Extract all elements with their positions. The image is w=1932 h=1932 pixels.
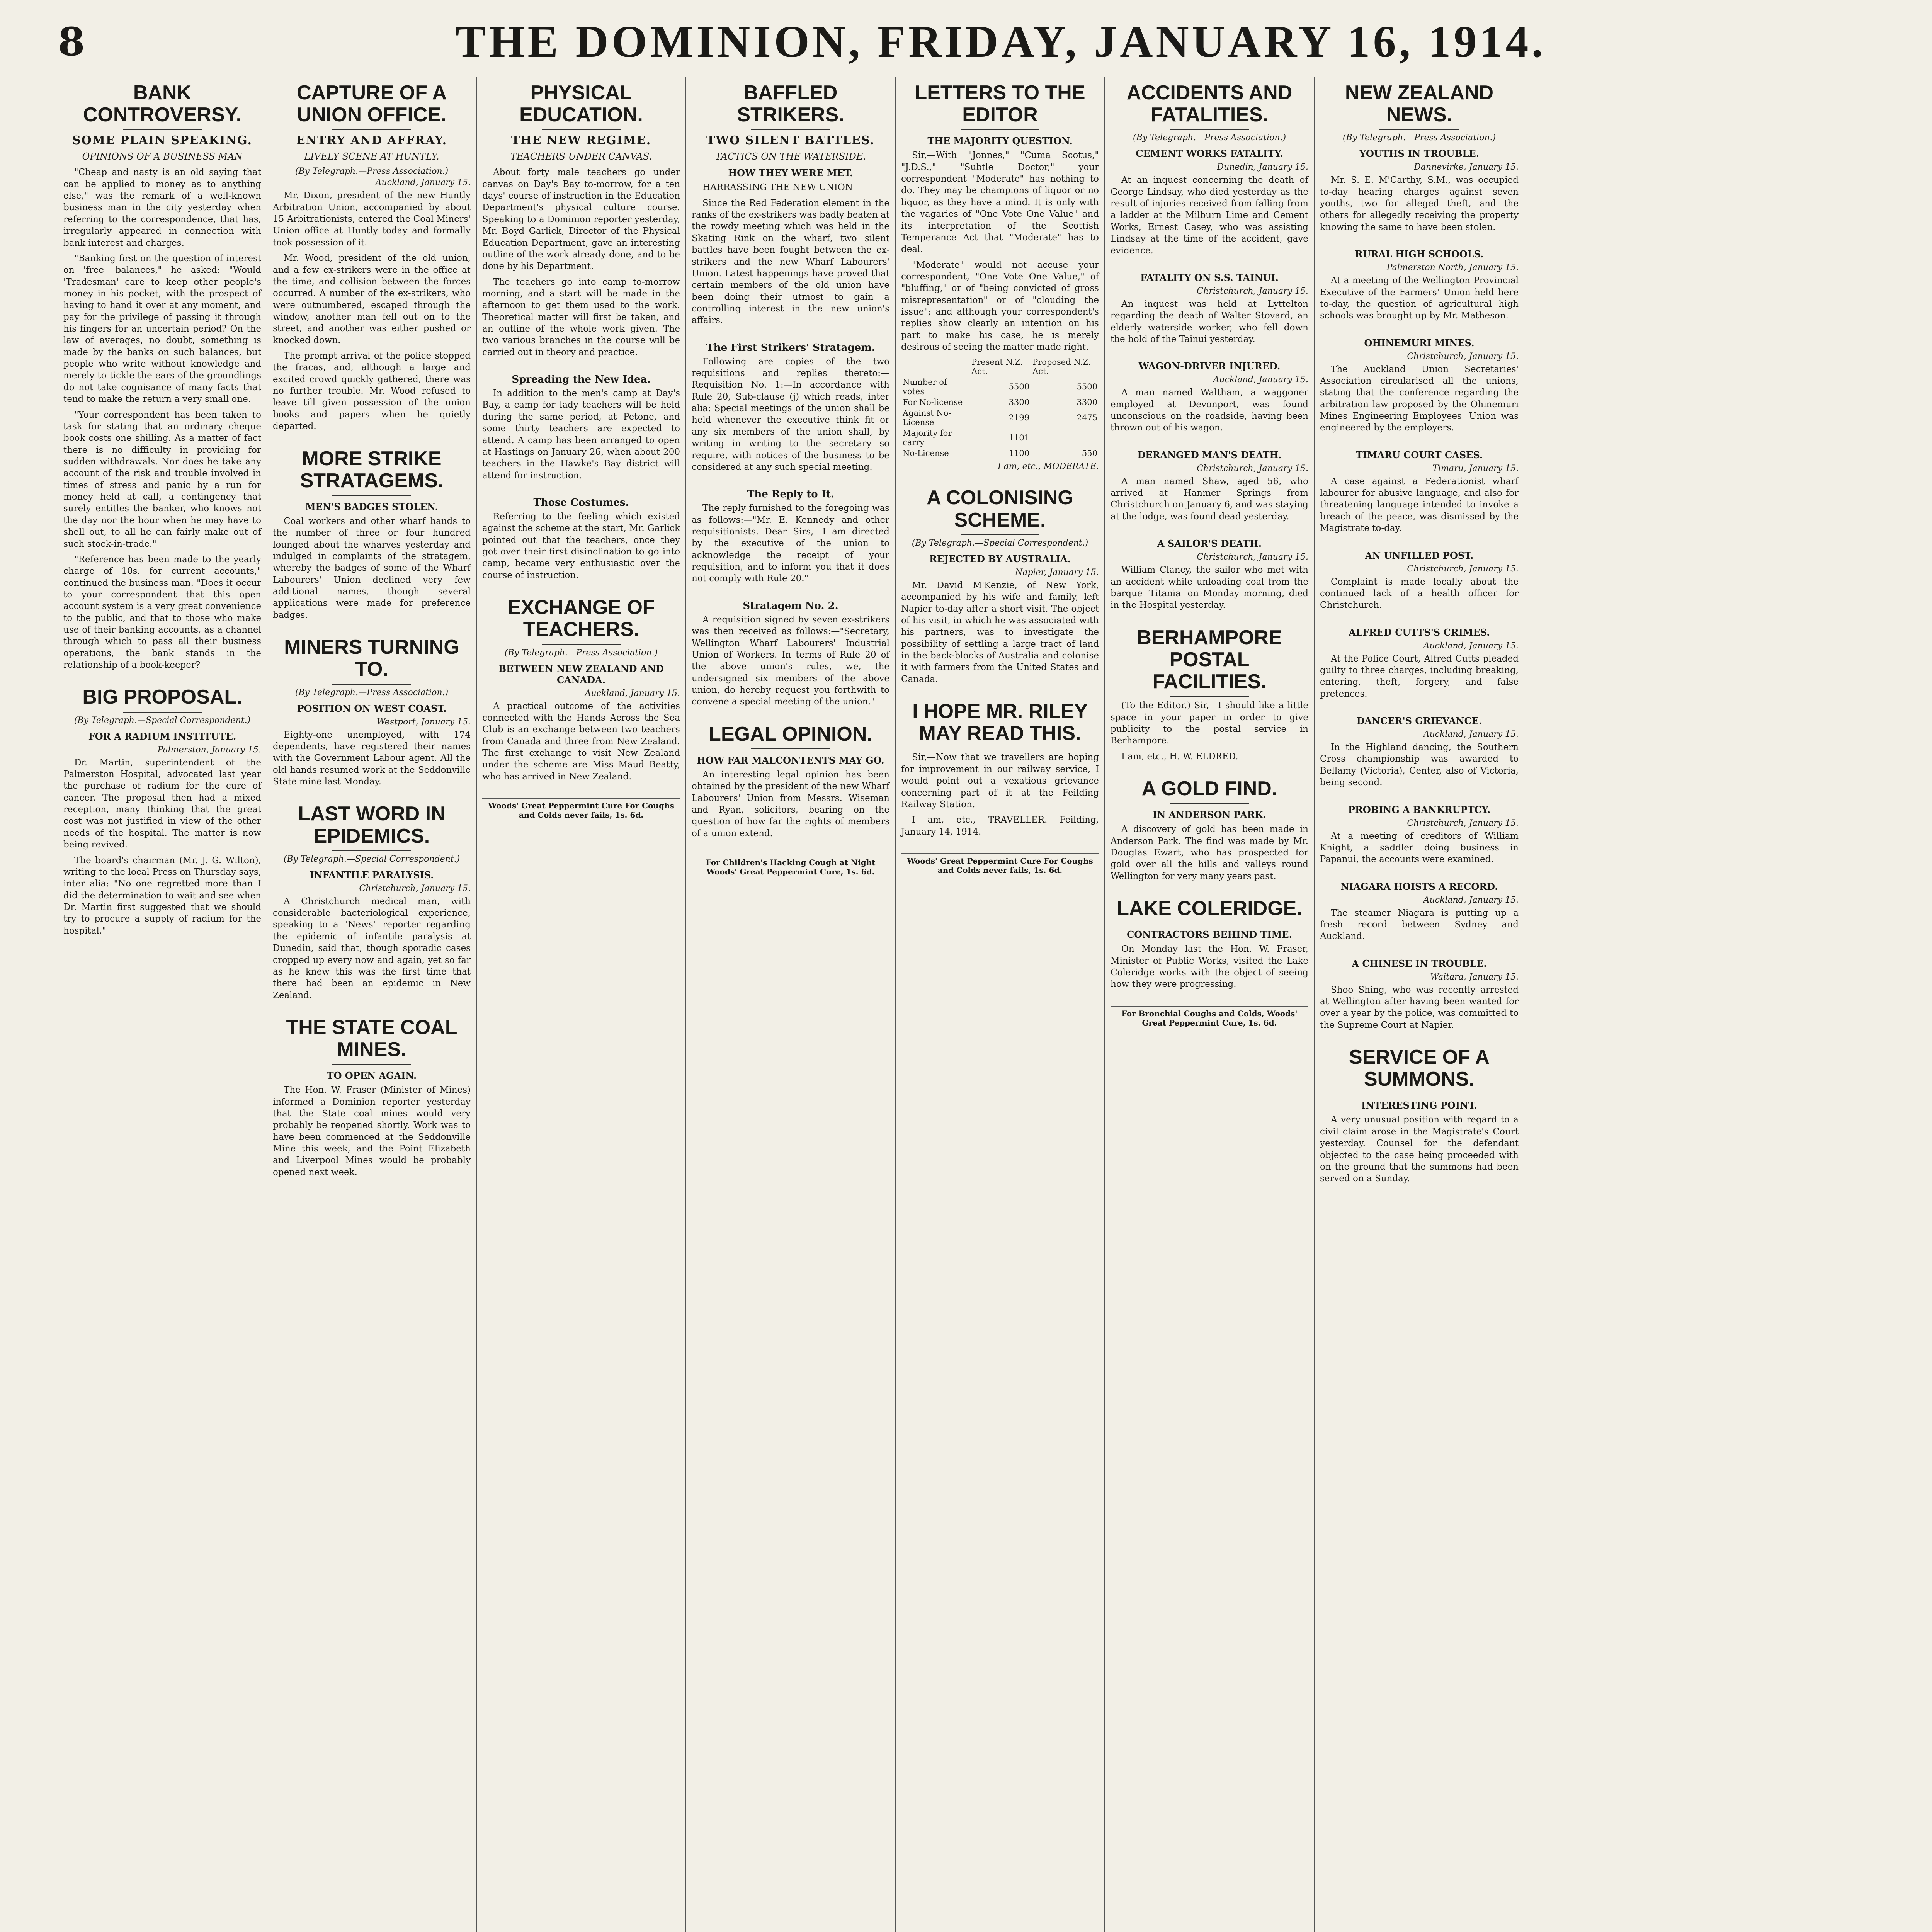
headline-rule [123,712,202,713]
table-cell: 5500 [1009,382,1030,392]
article [273,636,471,787]
article-subheadline: THE NEW REGIME. [511,134,651,148]
headline-rule [961,534,1040,535]
table-row [901,397,1099,408]
article [692,600,889,708]
article-paragraph: On Monday last the Hon. W. Fraser, Minister of Public Works, visited the Lake Coleridge works with the object of seeing how they were progressing. [1111,944,1308,990]
article-headline: BAFFLED STRIKERS. [737,82,844,126]
article-paragraph: "Banking first on the question of interest on 'free' balances," he asked: "Would 'Tradesman' care to keep other people's money in his pocket, with the prospect of having to hand it over at any moment, and pay for the privilege of passing it through his fingers for an uncertain period? On the law of averages, no doubt, something is made by the banks on such balances, but people who write without knowledge and merely to tickle the ears of the groundlings do not take cognisance of many facts that tend to make the return a very small one. [63,253,261,405]
article-paragraph: Sir,—Now that we travellers are hoping for improvement in our railway service, I would point out a vexatious grievance concerning part of it at the Feilding Railway Station. [901,752,1099,810]
article-paragraph: I am, etc., H. W. ELDRED. [1121,751,1238,762]
article [273,1017,471,1178]
article-paragraph: In addition to the men's camp at Day's Bay, a camp for lady teachers will be held during the same period, at Petone, and some thirty teachers are expected to attend. A camp has been arranged to open at Hastings on January 26, when about 200 teachers in the Hawke's Bay district will attend for instruction. [482,388,680,481]
newspaper-column [58,77,267,1932]
article-paragraph: About forty male teachers go under canvas on Day's Bay to-morrow, for a ten days' course of instruction in the Education Department's physical culture course. Speaking to a Dominion reporter yesterday, Mr. Boyd Garlick, Director of the Physical Education Department, gave an interesting outline of the work already done, and to be done by his Department. [482,167,680,272]
article-deck: TEACHERS UNDER CANVAS. [510,151,652,162]
article [1111,272,1308,345]
article-dateline: Auckland, January 15. [375,178,471,188]
table-cell: No-License [903,449,949,458]
article-paragraph: Mr. S. E. M'Carthy, S.M., was occupied to-day hearing charges against seven youths, two for alleged theft, and the others for allegedly receiving the property knowing the same to have been stolen. [1320,175,1519,232]
newspaper-column [1105,77,1315,1932]
table-row [901,428,1099,448]
article [1111,538,1308,611]
article [63,82,261,671]
section-heading: FOR A RADIUM INSTITUTE. [88,730,236,742]
table-cell: For No-license [903,398,963,407]
article-paragraph: Mr. Dixon, president of the new Huntly Arbitration Union, accompanied by about 15 Arbitrationists, entered the Coal Miners' Union office at Huntly today and formally took possession of it. [273,190,471,248]
article-headline: A GOLD FIND. [1141,777,1277,800]
article [692,723,889,839]
table-header-cell: Proposed N.Z. Act. [1032,357,1091,376]
article-paragraph: A very unusual position with regard to a civil claim arose in the Magistrate's Court yesterday. Counsel for the defendant objected to the case being proceeded with on the ground that the summons had been served on a Sunday. [1320,1115,1519,1184]
table-cell: Majority for carry [903,429,952,447]
section-heading: IN ANDERSON PARK. [1153,809,1266,821]
section-heading: THE MAJORITY QUESTION. [927,135,1073,147]
article-paragraph: A practical outcome of the activities connected with the Hands Across the Sea Club is an exchange between two teachers from Canada and three from New Zealand. The first exchange to visit New Zealand under the scheme are Miss Maud Beatty, who has arrived in New Zealand. [482,701,680,782]
section-heading: AN UNFILLED POST. [1365,549,1474,561]
headline-rule [332,495,412,496]
article [901,82,1099,471]
article-dateline: Auckland, January 15. [585,688,680,698]
section-heading: A SAILOR'S DEATH. [1157,538,1262,549]
headline-rule [332,129,412,130]
section-heading: INTERESTING POINT. [1361,1100,1477,1111]
headline-rule [961,129,1040,130]
article [1111,449,1308,522]
article-headline: LETTERS TO THE EDITOR [915,82,1085,126]
headline-rule [332,1064,412,1065]
table-header-cell: Present N.Z. Act. [971,357,1023,376]
article-dateline: Auckland, January 15. [1213,375,1308,385]
article [273,448,471,621]
article [692,488,889,585]
article [1320,550,1519,611]
advertisement-notice: For Children's Hacking Cough at Night Woods' Great Peppermint Cure, 1s. 6d. [692,855,889,876]
article-paragraph: "Moderate" would not accuse your correspondent, "One Vote One Value," of "bluffing," or of "being convicted of gross misrepresentation" or of "clouding the issue"; and although your correspondent's replies show clearly an intention on his part to make his case, he is merely desirous of seeing the matter made right. [901,260,1099,352]
article [1111,82,1308,257]
letter-signoff: I am, etc., MODERATE. [997,462,1099,472]
newspaper-column [477,77,686,1932]
article-headline: LAKE COLERIDGE. [1117,897,1302,920]
article-paragraph: Complaint is made locally about the continued lack of a health officer for Christchurch. [1320,577,1519,611]
article-dateline: Christchurch, January 15. [1197,552,1308,562]
article-headline: ACCIDENTS AND FATALITIES. [1126,82,1293,126]
article-deck: OPINIONS OF A BUSINESS MAN [82,151,243,162]
section-heading: REJECTED BY AUSTRALIA. [929,553,1071,565]
article-dateline: Auckland, January 15. [1423,730,1519,740]
article-paragraph: An interesting legal opinion has been obtained by the president of the new Wharf Labourers' Union from Messrs. Wiseman and Ryan, solicitors, bearing on the question of how far the rights of members of a union extend. [692,769,889,838]
newspaper-column [267,77,477,1932]
article-dateline: Christchurch, January 15. [359,883,471,893]
article [1320,82,1519,233]
section-subheading: Those Costumes. [533,497,629,509]
article [1320,337,1519,434]
table-cell: 1101 [1009,433,1030,443]
newspaper-column [686,77,896,1932]
article-paragraph: "Cheap and nasty is an old saying that can be applied to money as to anything else," was the remark of a well-known business man in the city yesterday when referring to the correspondence, that has, irregularly appeared in connection with bank interest and charges. [63,167,261,248]
section-subheading: The Reply to It. [747,488,834,500]
article-headline: NEW ZEALAND NEWS. [1345,82,1494,126]
article-dateline: Christchurch, January 15. [1407,351,1519,361]
article-paragraph: "Reference has been made to the yearly charge of 10s. for current accounts," continued the business man. "Does it occur to your correspondent that this open account system is a very great convenience to the public, and that to those who make use of their banking accounts, as a channel through which to pass all their business operations, the bank stands in the relationship of a book-keeper? [63,554,261,670]
article-paragraph: A man named Shaw, aged 56, who arrived at Hanmer Springs from Christchurch on January 6, and was staying at the lodge, was found dead yesterday. [1111,476,1308,522]
article [482,374,680,481]
advertisement-notice: Woods' Great Peppermint Cure For Coughs and Colds never fails, 1s. 6d. [482,798,680,820]
article-paragraph: (To the Editor.) Sir,—I should like a little space in your paper in order to give publicity to the postal service in Berhampore. [1111,701,1308,746]
article-headline: LEGAL OPINION. [709,723,872,745]
article-paragraph: Since the Red Federation element in the ranks of the ex-strikers was badly beaten at the rowdy meeting which was held in the Skating Rink on the wharf, two silent battles have been fought between the ex-strikers and the new Wharf Labourers' Union. Latest happenings have proved that certain members of the old union have been doing their utmost to gain a controlling interest in the new union's affairs. [692,198,889,326]
article [273,82,471,432]
article [482,497,680,581]
article-headline: CAPTURE OF A UNION OFFICE. [296,82,447,126]
section-heading: ALFRED CUTTS'S CRIMES. [1349,626,1490,638]
article-paragraph: A discovery of gold has been made in Anderson Park. The find was made by Mr. Douglas Ewart, who has prospected for gold over all the hills and valleys round Wellington for very many years past. [1111,824,1308,881]
section-heading: INFANTILE PARALYSIS. [310,869,434,881]
article-paragraph: Dr. Martin, superintendent of the Palmerston Hospital, advocated last year the purchase of radium for the cure of cancer. The proposal then had a mixed reception, many thinking that the great cost was not justified in view of the other needs of the hospital. The matter is now being revived. [63,757,261,850]
article [482,82,680,358]
article-headline: EXCHANGE OF TEACHERS. [507,596,655,641]
article-paragraph: An inquest was held at Lyttelton regarding the death of Walter Stovard, an elderly waterside worker, who fell down the hold of the Tainui yesterday. [1111,299,1308,344]
section-subheading: Spreading the New Idea. [512,374,651,386]
table-cell: 1100 [1009,449,1030,458]
section-heading: CEMENT WORKS FATALITY. [1136,148,1283,160]
article [1320,881,1519,942]
article-headline: MORE STRIKE STRATAGEMS. [300,447,444,492]
article-byline: (By Telegraph.—Press Association.) [1133,133,1286,143]
section-heading: POSITION ON WEST COAST. [297,702,447,714]
table-row [901,448,1099,459]
table-row [901,408,1099,428]
section-heading: DERANGED MAN'S DEATH. [1137,449,1282,461]
article-paragraph: In the Highland dancing, the Southern Cross championship was awarded to Bellamy (Victoria), Center, also of Victoria, being second. [1320,742,1519,788]
section-heading: YOUTHS IN TROUBLE. [1359,148,1480,160]
table-cell: 5500 [1077,382,1097,392]
section-subheading: The First Strikers' Stratagem. [706,342,875,354]
article-paragraph: Sir,—With "Jonnes," "Cuma Scotus," "J.D.S.," "Subtle Doctor," your correspondent "Moderate" has nothing to do. They may be champions of liquor or no liquor, as they have a mind. It is only with the vagaries of "One Vote One Value" and its interpretation of the Scottish Temperance Act that "Moderate" has to deal. [901,150,1099,255]
table-header-cell [901,357,970,377]
article-paragraph: A case against a Federationist wharf labourer for abusive language, and also for threatening language intended to invoke a breach of the peace, was dismissed by the Magistrate to-day. [1320,476,1519,534]
article [1320,804,1519,866]
article-paragraph: Shoo Shing, who was recently arrested at Wellington after having been wanted for over a year by the police, was committed to the Supreme Court at Napier. [1320,985,1519,1030]
article-paragraph: A requisition signed by seven ex-strikers was then received as follows:—"Secretary, Wellington Wharf Labourers' Industrial Union of Workers. In terms of Rule 20 of the above union's rules, we, the undersigned six members of the above union, do hereby request you forthwith to convene a special meeting of the union." [692,614,889,707]
article [1320,248,1519,321]
article-paragraph: Eighty-one unemployed, with 174 dependents, have registered their names with the Government Labour agent. All the old hands resumed work at the Seddonville State mine last Monday. [273,730,471,787]
table-cell: 2475 [1077,413,1097,423]
article-dateline: Dunedin, January 15. [1217,162,1308,172]
article [1111,898,1308,990]
article-byline: (By Telegraph.—Special Correspondent.) [283,854,460,864]
article-paragraph: The board's chairman (Mr. J. G. Wilton), writing to the local Press on Thursday says, inter alia: "No one regretted more than I did the determination to wait and see when Dr. Martin first suggested that we should try to procure a supply of radium for the hospital." [63,855,261,936]
article-headline: A COLONISING SCHEME. [927,486,1073,531]
article-byline: (By Telegraph.—Press Association.) [504,648,658,658]
section-heading: DANCER'S GRIEVANCE. [1356,715,1482,727]
article [1320,1046,1519,1185]
article-headline: BIG PROPOSAL. [82,686,242,709]
headline-rule [1170,129,1249,130]
article-dateline: Auckland, January 15. [1423,641,1519,651]
section-heading: FATALITY ON S.S. TAINUI. [1140,272,1279,283]
article-paragraph: The teachers go into camp to-morrow morning, and a start will be made in the afternoon to get them used to the work. Theoretical matter will first be taken, and an outline of the whole work given. The two various branches in the course will be carried out in theory and practice. [482,277,680,357]
article-dateline: Napier, January 15. [1015,567,1099,577]
article-paragraph: The Hon. W. Fraser (Minister of Mines) informed a Dominion reporter yesterday that the State coal mines would very probably be reopened shortly. Work was to have been commenced at the Seddonville Mine this week, and the Point Elizabeth and Liverpool Mines would be probably opened next week. [273,1085,471,1177]
vote-table [901,357,1099,459]
article-headline: THE STATE COAL MINES. [286,1016,457,1061]
article-headline: MINERS TURNING TO. [284,636,459,681]
article [63,686,261,937]
article-paragraph: At a meeting of the Wellington Provincial Executive of the Farmers' Union held here to-day, the question of agricultural high schools was brought up by Mr. Matheson. [1320,276,1519,321]
article-paragraph: A Christchurch medical man, with considerable bacteriological experience, speaking to a "News" reporter regarding the epidemic of infantile paralysis at Dunedin, said that, though sporadic cases cropped up every now and again, yet so far as he knew this was the first time that there had been an epidemic in New Zealand. [273,896,471,1000]
article-paragraph: At a meeting of creditors of William Knight, a saddler doing business in Papanui, the accounts were examined. [1320,831,1519,865]
article [1111,778,1308,882]
section-heading: BETWEEN NEW ZEALAND AND CANADA. [498,663,664,685]
article [901,701,1099,838]
newspaper-column [896,77,1105,1932]
article [273,803,471,1001]
table-row [901,377,1099,397]
newspaper-title: THE DOMINION, FRIDAY, JANUARY 16, 1914. [455,16,1546,67]
article-paragraph: The prompt arrival of the police stopped the fracas, and, although a large and excited crowd quickly gathered, there was no further trouble. Mr. Wood refused to leave till given possession of the union books and papers when he quietly departed. [273,351,471,432]
headline-rule [751,748,830,749]
article-paragraph: Referring to the feeling which existed against the scheme at the start, Mr. Garlick pointed out that the teachers, once they got over their first disinclination to go into camp, became very enthusiastic over the course of instruction. [482,512,680,580]
headline-rule [1170,803,1249,804]
article-dateline: Christchurch, January 15. [1407,564,1519,574]
article-dateline: Christchurch, January 15. [1197,286,1308,296]
article [901,487,1099,685]
section-heading: HOW FAR MALCONTENTS MAY GO. [697,754,884,766]
article-paragraph: The reply furnished to the foregoing was as follows:—"Mr. E. Kennedy and other requisitionists. Dear Sirs,—I am directed by the executive of the union to acknowledge the receipt of your requisition, and to inform you that it does not comply with Rule 20." [692,503,889,584]
article-dateline: Westport, January 15. [377,717,471,727]
section-heading: OHINEMURI MINES. [1364,337,1475,349]
article-headline: I HOPE MR. RILEY MAY READ THIS. [912,700,1088,745]
section-heading: A CHINESE IN TROUBLE. [1352,957,1487,969]
advertisement-notice: Woods' Great Peppermint Cure For Coughs and Colds never fails, 1s. 6d. [901,853,1099,875]
article-byline: (By Telegraph.—Press Association.) [1342,133,1496,143]
article-dateline: Auckland, January 15. [1423,895,1519,905]
article-dateline: Timaru, January 15. [1432,463,1519,473]
article [692,342,889,473]
table-cell: Against No-License [903,408,951,427]
article [1320,958,1519,1031]
article-deck: LIVELY SCENE AT HUNTLY. [304,151,439,162]
table-cell [1031,428,1099,448]
article-headline: LAST WORD IN EPIDEMICS. [298,803,446,847]
article-paragraph: A man named Waltham, a waggoner employed at Devonport, was found unconscious on the roadside, having been thrown out of his wagon. [1111,388,1308,433]
headline-rule [542,129,621,130]
columns-container [58,77,1932,1932]
article-subheadline: ENTRY AND AFFRAY. [296,134,447,148]
newspaper-column [1315,77,1524,1932]
section-subheading: Stratagem No. 2. [743,600,838,612]
article-paragraph: Following are copies of the two requisitions and replies thereto:—Requisition No. 1:—In accordance with Rule 20, Sub-clause (j) which reads, inter alia: Special meetings of the union shall be held whenever the executive think fit or any six members of the union shall, by writing in writing to the secretary so require, with notices of the business to be considered at any such special meeting. [692,356,889,472]
section-heading: TIMARU COURT CASES. [1355,449,1483,461]
article-dateline: Palmerston North, January 15. [1386,263,1519,273]
article-paragraph: I am, etc., TRAVELLER. Feilding, January 14, 1914. [901,815,1099,837]
article-paragraph: At an inquest concerning the death of George Lindsay, who died yesterday as the result of injuries received from falling from a ladder at the Milburn Lime and Cement Works, Ernest Casey, who was assisting Lindsay at the time of the accident, gave evidence. [1111,175,1308,256]
section-heading: MEN'S BADGES STOLEN. [305,501,439,512]
article-byline: (By Telegraph.—Press Association.) [295,167,449,177]
article-paragraph: Coal workers and other wharf hands to the number of three or four hundred lounged about the wharves yesterday and indulged in complaints of the stratagem, whereby the badges of some of the Wharf Labourers' Union declined very few additional names, though several applications were made for preference badges. [273,516,471,620]
article-dateline: Dannevirke, January 15. [1414,162,1519,172]
table-cell: 3300 [1077,398,1097,407]
headline-rule [1170,696,1249,697]
headline-rule [542,644,621,645]
article-paragraph: William Clancy, the sailor who met with an accident while unloading coal from the barque 'Titania' on Monday morning, died in the Hospital yesterday. [1111,565,1308,611]
section-heading: CONTRACTORS BEHIND TIME. [1127,929,1292,940]
section-heading: HOW THEY WERE MET. [728,167,853,179]
article-subheadline: TWO SILENT BATTLES. [706,134,875,148]
article-byline: (By Telegraph.—Special Correspondent.) [912,538,1088,548]
article-paragraph: Mr. David M'Kenzie, of New York, accompanied by his wife and family, left Napier to-day after a short visit. The object of his visit, in which he was associated with his partners, was to investigate the possibility of settling a large tract of land in the back-blocks of Australia and colonise it with farmers from the United States and Canada. [901,580,1099,684]
article [1320,627,1519,700]
article-dateline: Christchurch, January 15. [1407,818,1519,828]
section-heading: PROBING A BANKRUPTCY. [1348,804,1491,815]
article-paragraph: Mr. Wood, president of the old union, and a few ex-strikers were in the office at the time, and collision between the forces occurred. A number of the ex-strikers, who were outnumbered, escaped through the window, another man fell out on to the street, and another was either pushed or knocked down. [273,253,471,345]
article-paragraph: At the Police Court, Alfred Cutts pleaded guilty to three charges, including breaking, entering, theft, forgery, and false pretences. [1320,653,1519,699]
headline-rule [1379,129,1459,130]
article-paragraph: HARRASSING THE NEW UNION [702,182,853,193]
table-cell: 3300 [1009,398,1030,407]
section-heading: RURAL HIGH SCHOOLS. [1355,248,1484,260]
headline-rule [751,129,830,130]
table-cell: Number of votes [903,378,947,396]
headline-rule [332,850,412,851]
article-subheadline: SOME PLAIN SPEAKING. [72,134,253,148]
section-heading: NIAGARA HOISTS A RECORD. [1340,881,1498,892]
article-paragraph: The steamer Niagara is putting up a fresh record between Sydney and Auckland. [1320,908,1519,942]
article-headline: SERVICE OF A SUMMONS. [1349,1046,1490,1091]
masthead [58,11,1932,74]
headline-rule [332,684,412,685]
article-byline: (By Telegraph.—Press Association.) [295,687,449,697]
table-header-row [901,357,1099,377]
section-heading: WAGON-DRIVER INJURED. [1138,361,1281,372]
article-dateline: Christchurch, January 15. [1197,463,1308,473]
article [1111,361,1308,434]
article [1320,449,1519,534]
article-paragraph: "Your correspondent has been taken to task for stating that an ordinary cheque book costs one shilling. As a matter of fact there is no difficulty in providing for sudden withdrawals. Nor does he take any account of the risk and trouble involved in times of stress and panic by a run for money held at call, a contingency that surely entitles the banker, who knows not the day nor the hour when he may have to shell out, to all he can fairly make out of such stock-in-trade." [63,410,261,549]
article [692,82,889,327]
article [482,597,680,782]
section-heading: TO OPEN AGAIN. [327,1070,417,1082]
article-deck: TACTICS ON THE WATERSIDE. [715,151,866,162]
headline-rule [123,129,202,130]
article [1111,627,1308,762]
article-dateline: Waitara, January 15. [1430,972,1519,982]
advertisement-notice: For Bronchial Coughs and Colds, Woods' Great Peppermint Cure, 1s. 6d. [1111,1006,1308,1027]
article [1320,715,1519,788]
article-dateline: Palmerston, January 15. [157,745,261,755]
article-headline: BERHAMPORE POSTAL FACILITIES. [1137,626,1282,693]
page-number: 8 [58,19,85,65]
table-cell: 2199 [1009,413,1030,423]
article-headline: BANK CONTROVERSY. [83,82,242,126]
article-paragraph: The Auckland Union Secretaries' Association circularised all the unions, stating that the conference regarding the arbitration law proposed by the Ohinemuri Mines Engineering Employees' Union was engineered by the employers. [1320,364,1519,433]
table-cell: 550 [1082,449,1097,458]
article-headline: PHYSICAL EDUCATION. [519,82,643,126]
article-byline: (By Telegraph.—Special Correspondent.) [74,715,251,725]
